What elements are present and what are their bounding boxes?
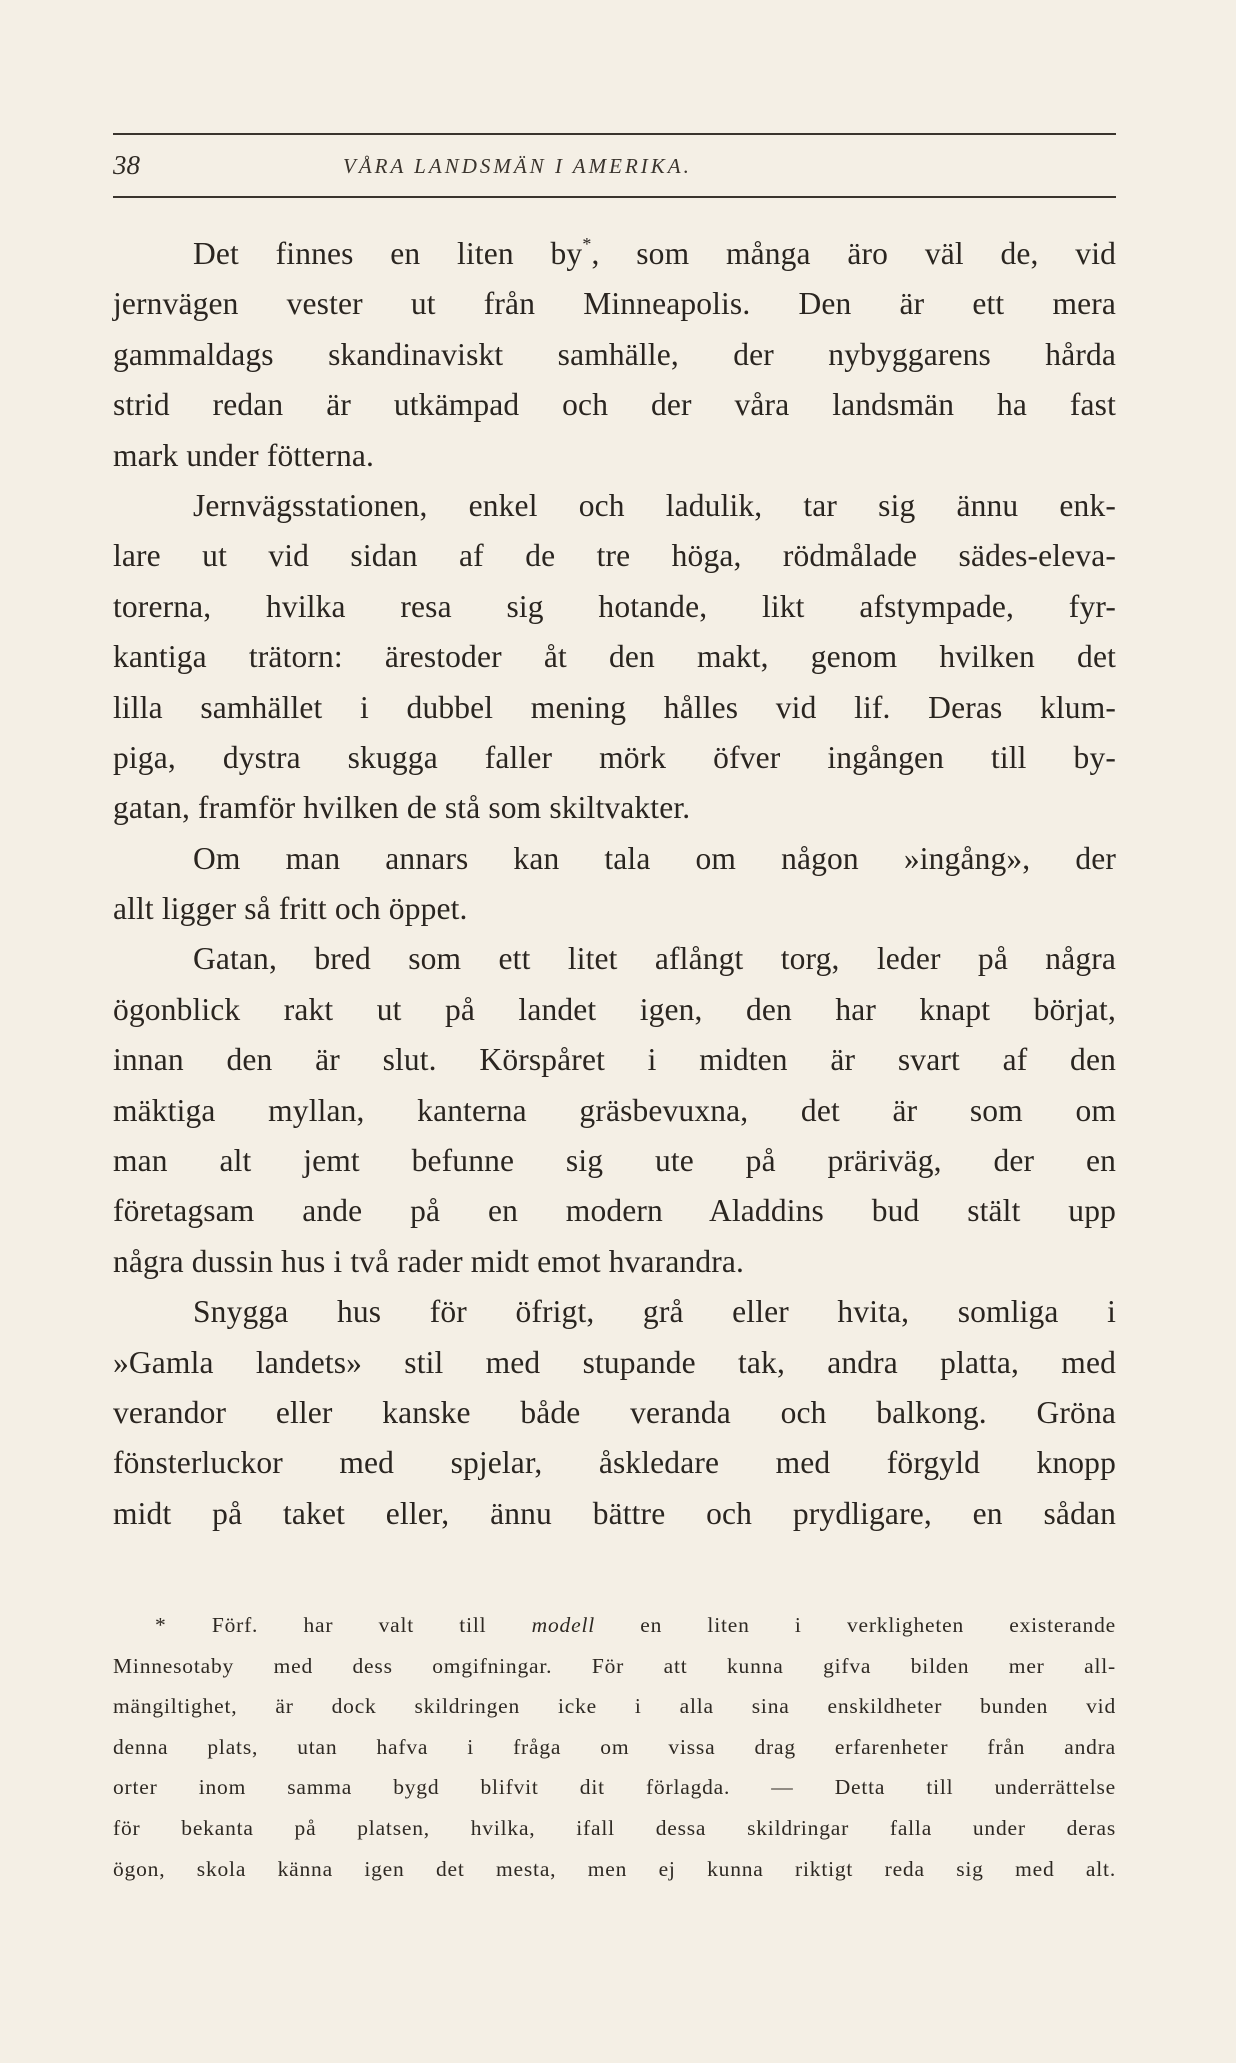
footnote-line: Minnesotaby med dess omgifningar. För att kunna gifva bilden mer all-: [113, 1653, 1116, 1678]
text-line: piga, dystra skugga faller mörk öfver ingången till by-: [113, 739, 1116, 775]
footnote-line: denna plats, utan hafva i fråga om vissa drag erfarenheter från andra: [113, 1734, 1116, 1759]
footnote-italic: modell: [531, 1613, 595, 1637]
text-line: företagsam ande på en modern Aladdins bud stält upp: [113, 1193, 1116, 1229]
text-line: Jernvägsstationen, enkel och ladulik, tar sig ännu enk-: [193, 487, 1116, 523]
text-line: »Gamla landets» stil med stupande tak, andra platta, med: [113, 1344, 1116, 1380]
text-line: lare ut vid sidan af de tre höga, rödmålade sädes-eleva-: [113, 538, 1116, 574]
page-number: 38: [113, 150, 140, 180]
footnote-line: [113, 1605, 1116, 1646]
footnote-line: orter inom samma bygd blifvit dit förlagda. — Detta till underrättelse: [113, 1775, 1116, 1800]
text-line: Gatan, bred som ett litet aflångt torg, leder på några: [193, 941, 1116, 977]
text-line: verandor eller kanske både veranda och balkong. Gröna: [113, 1394, 1116, 1430]
text-line: man alt jemt befunne sig ute på präriväg, der en: [113, 1143, 1116, 1179]
footnote-line: mängiltighet, är dock skildringen icke i alla sina enskildheter bunden vid: [113, 1694, 1116, 1719]
footnote: [113, 1605, 1116, 1889]
footnote-line: för bekanta på platsen, hvilka, ifall dessa skildringar falla under deras: [113, 1815, 1116, 1840]
running-head: VÅRA LANDSMÄN I AMERIKA.: [343, 154, 692, 178]
text-line: några dussin hus i två rader midt emot hvarandra.: [113, 1243, 745, 1279]
text-line: allt ligger så fritt och öppet.: [113, 891, 468, 927]
text-fragment: Det finnes en liten by: [193, 236, 583, 271]
text-line: Om man annars kan tala om någon »ingång», der: [193, 840, 1116, 876]
text-line: midt på taket eller, ännu bättre och prydligare, en sådan: [113, 1495, 1116, 1531]
footnote-marker[interactable]: *: [582, 234, 592, 254]
text-line: kantiga trätorn: ärestoder åt den makt, genom hvilken det: [113, 639, 1116, 675]
text-line: ögonblick rakt ut på landet igen, den har knapt börjat,: [113, 991, 1116, 1027]
text-line: innan den är slut. Körspåret i midten är svart af den: [113, 1042, 1116, 1078]
text-line: Snygga hus för öfrigt, grå eller hvita, somliga i: [193, 1294, 1116, 1330]
footnote-line: ögon, skola känna igen det mesta, men ej kunna riktigt reda sig med alt.: [113, 1856, 1116, 1881]
text-line: mark under fötterna.: [113, 437, 375, 473]
text-line: mäktiga myllan, kanterna gräsbevuxna, det är som om: [113, 1092, 1116, 1128]
top-rule: [113, 133, 1116, 135]
footnote-fragment: * Förf. har valt till: [155, 1613, 487, 1637]
page-header: [113, 150, 1116, 190]
text-line: gatan, framför hvilken de stå som skiltvakter.: [113, 790, 691, 826]
footnote-fragment: en liten i verkligheten existerande: [640, 1613, 1116, 1637]
text-line: [113, 229, 1116, 279]
text-line: fönsterluckor med spjelar, åskledare med förgyld knopp: [113, 1445, 1116, 1481]
text-line: strid redan är utkämpad och der våra landsmän ha fast: [113, 387, 1116, 423]
text-fragment: , som många äro väl de, vid: [591, 236, 1116, 271]
text-line: jernvägen vester ut från Minneapolis. Den är ett mera: [113, 286, 1116, 322]
header-rule: [113, 196, 1116, 198]
text-line: torerna, hvilka resa sig hotande, likt afstympade, fyr-: [113, 588, 1116, 624]
body-text: [113, 229, 1116, 1539]
text-line: gammaldags skandinaviskt samhälle, der nybyggarens hårda: [113, 336, 1116, 372]
text-line: lilla samhället i dubbel mening hålles vid lif. Deras klum-: [113, 689, 1116, 725]
